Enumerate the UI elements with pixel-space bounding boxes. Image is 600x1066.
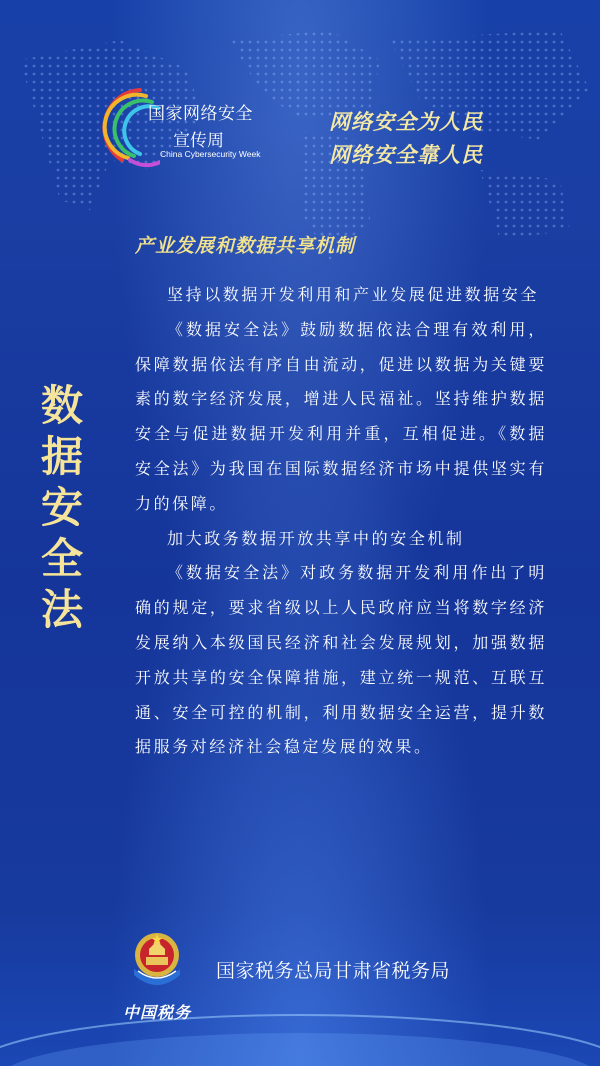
slogan-1: 网络安全为人民 bbox=[329, 110, 483, 134]
section-title: 产业发展和数据共享机制 bbox=[135, 235, 356, 257]
article-body bbox=[135, 278, 547, 765]
tax-emblem-icon bbox=[124, 925, 190, 991]
paragraph-heading-2: 加大政务数据开放共享中的安全机制 bbox=[167, 528, 465, 548]
paragraph-heading-1: 坚持以数据开发利用和产业发展促进数据安全 bbox=[167, 285, 540, 304]
footer-brand-logo: 中国税务 bbox=[123, 1003, 192, 1022]
logo-rings-icon bbox=[100, 82, 160, 172]
logo-subtitle-en: China Cybersecurity Week bbox=[160, 149, 261, 159]
side-vertical-title: 数据安全法 bbox=[40, 381, 83, 634]
footer-glow bbox=[0, 980, 600, 1066]
paragraph-2: 《数据安全法》对政务数据开发利用作出了明确的规定，要求省级以上人民政府应当将数字经济发展纳入本级国民经济和社会发展规划，加强数据开放共享的安全保障措施，建立统一规范、互联互通、安全可控的机制，利用数据安全运营，提升数据服务对经济社会稳定发展的效果。 bbox=[135, 563, 547, 757]
paragraph-1: 《数据安全法》鼓励数据依法合理有效利用，保障数据依法有序自由流动，促进以数据为关键要素的数字经济发展，增进人民福祉。坚持维护数据安全与促进数据开发利用并重，互相促进。《数据安全法》为我国在国际数据经济市场中提供坚实有力的保障。 bbox=[135, 319, 547, 513]
logo-title-line2: 宣传周 bbox=[173, 131, 224, 151]
slogan-2: 网络安全靠人民 bbox=[329, 143, 483, 167]
footer-organization: 国家税务总局甘肃省税务局 bbox=[216, 960, 451, 982]
logo-title: 国家网络安全 bbox=[148, 104, 253, 124]
cybersecurity-week-logo bbox=[100, 82, 270, 172]
